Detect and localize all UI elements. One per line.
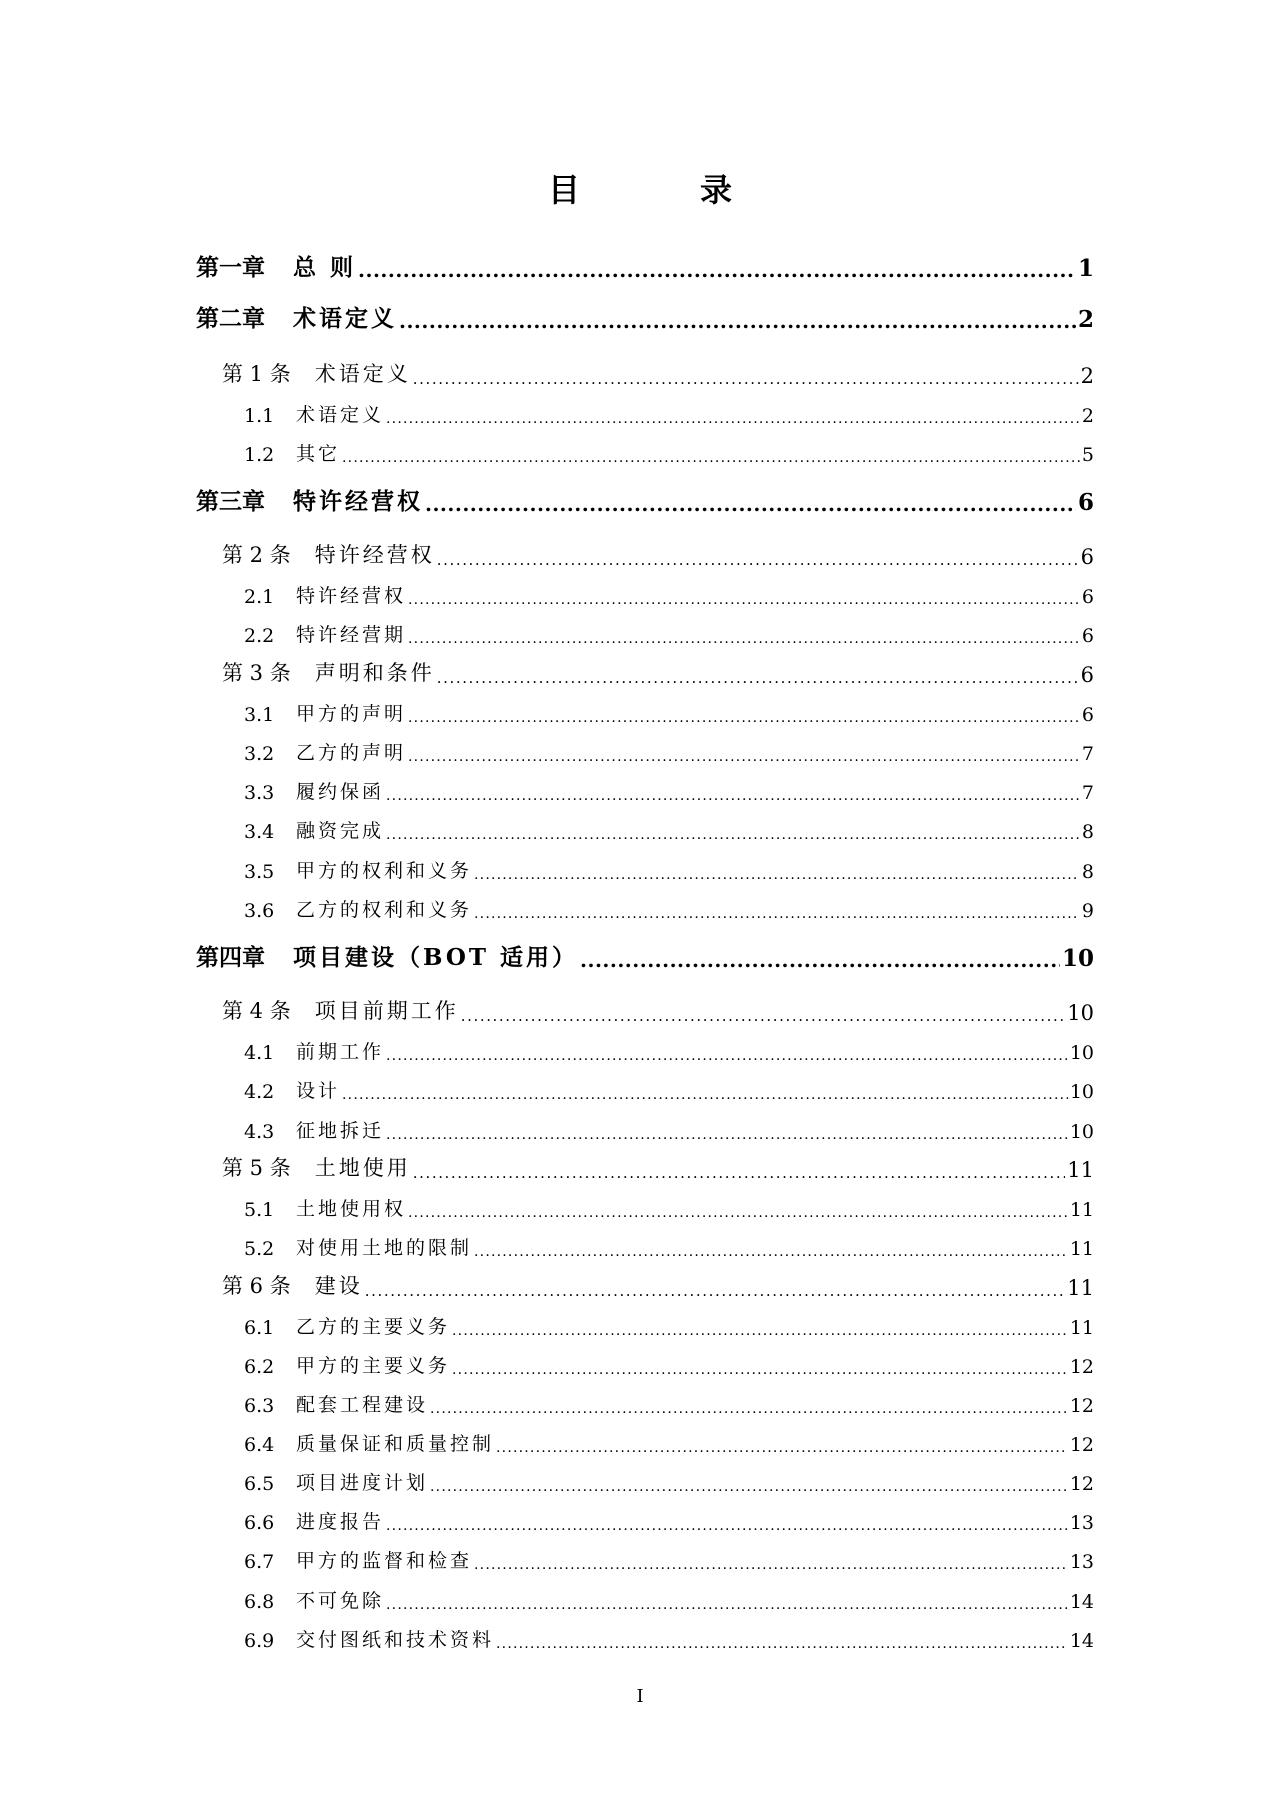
toc-entry-title: 前期工作 [296,1041,385,1063]
toc-entry-sub[interactable] [244,1502,1094,1534]
toc-entry-number: 4.1 [244,1042,275,1064]
toc-entry-number: 3.3 [244,782,275,804]
toc-entry-page: 2 [1080,364,1094,388]
toc-entry-page: 6 [1080,663,1094,687]
toc-dot-leader [413,1164,1066,1182]
toc-entry-title: 质量保证和质量控制 [296,1433,495,1455]
toc-entry-page: 2 [1077,306,1094,333]
toc-dot-leader [386,788,1080,804]
toc-entry-title: 甲方的权利和义务 [296,860,473,882]
toc-entry-sub[interactable] [244,851,1094,883]
toc-entry-page: 6 [1081,586,1094,608]
toc-entry-sub[interactable] [244,615,1094,647]
toc-entry-number: 6.4 [244,1434,275,1456]
toc-dot-leader [474,1557,1068,1573]
toc-entry-page: 6 [1077,489,1094,516]
toc-entry-page: 2 [1081,405,1094,427]
toc-entry-number: 5.2 [244,1238,275,1260]
toc-dot-leader [386,1597,1068,1613]
toc-dot-leader [430,1401,1068,1417]
toc-entry-title: 设计 [296,1080,341,1102]
toc-entry-chapter[interactable] [196,250,1094,282]
toc-entry-number: 3.1 [244,704,275,726]
toc-entry-number: 第四章 [196,944,265,971]
toc-entry-page: 7 [1081,782,1094,804]
toc-entry-number: 第 6 条 [222,1274,291,1298]
toc-entry-page: 10 [1067,1001,1094,1025]
toc-entry-number: 第 4 条 [222,999,291,1023]
toc-entry-sub[interactable] [244,1032,1094,1064]
toc-entry-title: 声明和条件 [314,661,435,685]
toc-entry-page: 14 [1069,1630,1094,1652]
toc-entry-title: 特许经营期 [296,624,407,646]
toc-dot-leader [461,1007,1066,1025]
toc-entry-title: 特许经营权 [296,585,407,607]
toc-entry-chapter[interactable] [196,301,1094,333]
toc-entry-number: 第 2 条 [222,543,291,567]
toc-entry-number: 4.2 [244,1081,275,1103]
toc-entry-title: 特许经营权 [293,488,423,515]
toc-entry-page: 9 [1081,900,1094,922]
toc-entry-sub[interactable] [244,811,1094,843]
toc-entry-page: 6 [1081,704,1094,726]
toc-entry-number: 第三章 [196,488,265,515]
toc-dot-leader [386,1518,1068,1534]
toc-entry-number: 6.6 [244,1512,275,1534]
toc-dot-leader [408,1205,1068,1221]
toc-entry-page: 13 [1069,1551,1094,1573]
toc-entry-title: 对使用土地的限制 [296,1237,473,1259]
toc-entry-page: 11 [1069,1199,1094,1221]
toc-entry-chapter[interactable] [196,940,1094,972]
toc-entry-title: 项目建设（BOT 适用） [293,944,579,971]
toc-entry-page: 11 [1067,1276,1094,1300]
toc-entry-number: 6.9 [244,1630,275,1652]
toc-dot-leader [386,411,1080,427]
toc-entry-number: 5.1 [244,1199,275,1221]
toc-entry-number: 2.2 [244,625,275,647]
toc-entry-article[interactable] [222,655,1094,687]
toc-entry-page: 8 [1081,821,1094,843]
toc-entry-title: 甲方的主要义务 [296,1355,451,1377]
toc-dot-leader [496,1440,1068,1456]
toc-entry-page: 11 [1069,1317,1094,1339]
toc-entry-title: 术语定义 [296,404,385,426]
toc-dot-leader [365,1282,1066,1300]
toc-entry-title: 履约保函 [296,781,385,803]
toc-dot-leader [437,551,1079,569]
toc-entry-sub[interactable] [244,395,1094,427]
page-title: 目 录 [547,171,776,209]
toc-entry-number: 2.1 [244,586,275,608]
toc-entry-title: 项目前期工作 [314,999,459,1023]
toc-dot-leader [474,906,1080,922]
toc-entry-page: 7 [1081,743,1094,765]
toc-entry-sub[interactable] [244,772,1094,804]
toc-entry-page: 10 [1069,1042,1094,1064]
toc-dot-leader [386,827,1080,843]
toc-dot-leader [386,1127,1068,1143]
toc-entry-number: 3.5 [244,861,275,883]
toc-entry-sub[interactable] [244,1424,1094,1456]
toc-entry-title: 配套工程建设 [296,1394,429,1416]
toc-entry-number: 3.4 [244,821,275,843]
toc-entry-title: 术语定义 [314,362,411,386]
toc-dot-leader [425,492,1076,516]
toc-dot-leader [413,370,1079,388]
toc-entry-sub[interactable] [244,1228,1094,1260]
toc-entry-page: 14 [1069,1591,1094,1613]
toc-entry-sub[interactable] [244,1620,1094,1652]
toc-entry-sub[interactable] [244,1111,1094,1143]
toc-entry-number: 6.5 [244,1473,275,1495]
toc-entry-number: 6.2 [244,1356,275,1378]
toc-entry-title: 土地使用 [314,1156,411,1180]
toc-entry-title: 特许经营权 [314,543,435,567]
toc-entry-sub[interactable] [244,434,1094,466]
toc-entry-page: 10 [1061,945,1094,972]
toc-dot-leader [408,710,1080,726]
toc-entry-sub[interactable] [244,1541,1094,1573]
toc-entry-title: 乙方的声明 [296,742,407,764]
toc-entry-article[interactable] [222,1150,1094,1182]
page-number-footer: I [636,1686,644,1707]
toc-entry-article[interactable] [222,537,1094,569]
toc-dot-leader [408,749,1080,765]
toc-entry-sub[interactable] [244,1071,1094,1103]
toc-entry-sub[interactable] [244,694,1094,726]
toc-entry-page: 12 [1069,1434,1094,1456]
toc-entry-number: 第 5 条 [222,1156,291,1180]
toc-entry-number: 第 1 条 [222,362,291,386]
toc-entry-title: 交付图纸和技术资料 [296,1629,495,1651]
toc-entry-number: 第二章 [196,305,265,332]
toc-entry-title: 术语定义 [293,305,397,332]
toc-entry-page: 10 [1069,1121,1094,1143]
toc-entry-number: 6.3 [244,1395,275,1417]
toc-entry-number: 3.6 [244,900,275,922]
toc-entry-page: 13 [1069,1512,1094,1534]
toc-dot-leader [408,631,1080,647]
toc-dot-leader [452,1362,1068,1378]
toc-dot-leader [437,669,1079,687]
toc-entry-sub[interactable] [244,1346,1094,1378]
toc-entry-sub[interactable] [244,890,1094,922]
toc-entry-title: 融资完成 [296,820,385,842]
toc-entry-number: 4.3 [244,1121,275,1143]
toc-entry-article[interactable] [222,993,1094,1025]
toc-entry-title: 乙方的权利和义务 [296,899,473,921]
toc-entry-title: 总 则 [293,254,357,281]
toc-entry-sub[interactable] [244,1307,1094,1339]
toc-entry-title: 土地使用权 [296,1198,407,1220]
toc-dot-leader [474,1244,1068,1260]
toc-dot-leader [358,258,1076,282]
toc-entry-number: 1.2 [244,444,275,466]
toc-entry-article[interactable] [222,1268,1094,1300]
toc-entry-page: 6 [1081,625,1094,647]
toc-entry-title: 征地拆迁 [296,1120,385,1142]
toc-entry-title: 进度报告 [296,1511,385,1533]
toc-entry-number: 6.1 [244,1317,275,1339]
toc-entry-number: 6.7 [244,1551,275,1573]
toc-entry-page: 6 [1080,545,1094,569]
toc-entry-sub[interactable] [244,733,1094,765]
toc-entry-title: 项目进度计划 [296,1472,429,1494]
toc-entry-number: 第 3 条 [222,661,291,685]
toc-entry-sub[interactable] [244,1463,1094,1495]
toc-entry-sub[interactable] [244,1385,1094,1417]
toc-entry-article[interactable] [222,356,1094,388]
toc-entry-page: 5 [1081,444,1094,466]
toc-entry-page: 11 [1069,1238,1094,1260]
toc-entry-page: 12 [1069,1473,1094,1495]
toc-entry-title: 不可免除 [296,1590,385,1612]
toc-dot-leader [386,1048,1068,1064]
toc-entry-page: 11 [1067,1158,1094,1182]
toc-entry-chapter[interactable] [196,484,1094,516]
toc-entry-number: 3.2 [244,743,275,765]
toc-dot-leader [474,867,1080,883]
toc-entry-sub[interactable] [244,1189,1094,1221]
toc-entry-title: 乙方的主要义务 [296,1316,451,1338]
toc-dot-leader [408,592,1080,608]
toc-entry-title: 甲方的监督和检查 [296,1550,473,1572]
toc-dot-leader [342,450,1080,466]
toc-dot-leader [430,1479,1068,1495]
toc-entry-page: 10 [1069,1081,1094,1103]
toc-dot-leader [580,948,1060,972]
toc-entry-number: 1.1 [244,405,275,427]
toc-entry-sub[interactable] [244,576,1094,608]
toc-entry-number: 6.8 [244,1591,275,1613]
toc-entry-title: 建设 [314,1274,363,1298]
toc-entry-page: 1 [1077,255,1094,282]
toc-entry-page: 12 [1069,1356,1094,1378]
toc-entry-title: 甲方的声明 [296,703,407,725]
toc-dot-leader [452,1323,1068,1339]
toc-entry-page: 8 [1081,861,1094,883]
toc-entry-sub[interactable] [244,1581,1094,1613]
toc-entry-title: 其它 [296,443,341,465]
toc-entry-number: 第一章 [196,254,265,281]
toc-dot-leader [496,1636,1068,1652]
toc-entry-page: 12 [1069,1395,1094,1417]
toc-dot-leader [342,1087,1068,1103]
toc-dot-leader [399,309,1076,333]
